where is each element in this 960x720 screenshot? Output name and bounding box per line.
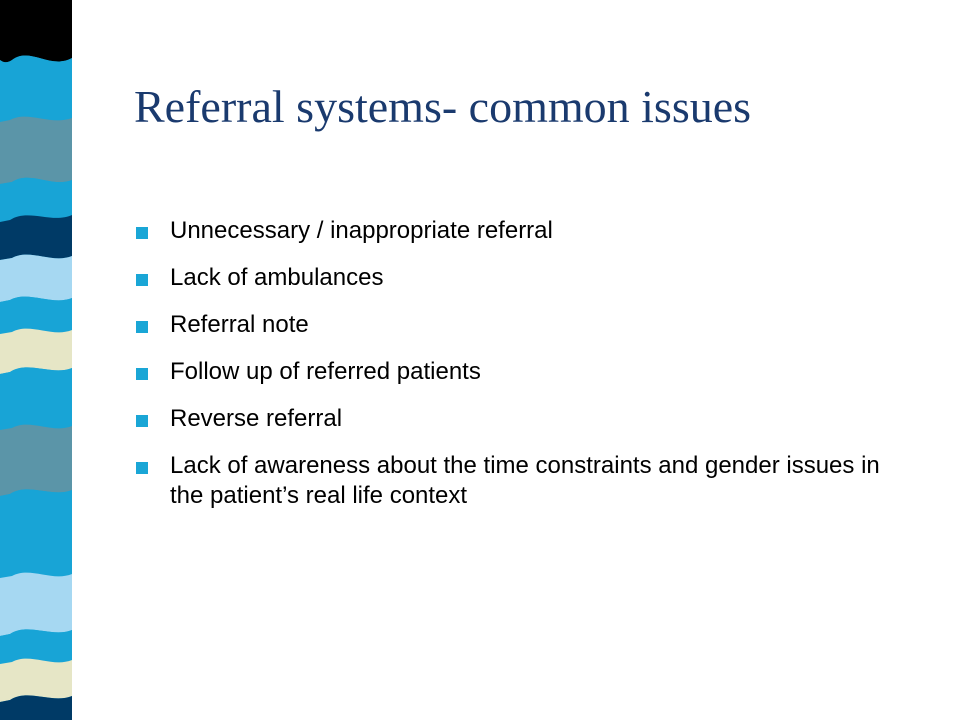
band-stripe-light-blue <box>0 573 72 636</box>
band-stripe-cream <box>0 659 72 702</box>
band-stripe-cyan <box>0 55 72 122</box>
bullet-text: Referral note <box>170 311 309 338</box>
slide-title: Referral systems- common issues <box>134 81 752 132</box>
bullet-item <box>134 357 894 387</box>
square-bullet-icon <box>136 368 148 380</box>
bullet-item <box>134 451 894 511</box>
bullet-item <box>134 216 894 246</box>
band-stripe-cyan <box>0 297 72 334</box>
bullet-item <box>134 263 894 293</box>
band-stripe-teal <box>0 425 72 496</box>
band-stripe-cream <box>0 329 72 374</box>
band-stripe-black <box>0 0 72 62</box>
bullet-item <box>134 404 894 434</box>
bullet-text: Reverse referral <box>170 405 343 432</box>
band-stripe-cyan <box>0 178 72 222</box>
band-stripe-light-blue <box>0 255 72 302</box>
bullet-item <box>134 310 894 340</box>
bullet-text: Follow up of referred patients <box>170 358 481 385</box>
band-stripe-cyan <box>0 367 72 430</box>
bullet-list <box>134 216 894 528</box>
square-bullet-icon <box>136 462 148 474</box>
band-stripe-cyan <box>0 489 72 578</box>
square-bullet-icon <box>136 227 148 239</box>
square-bullet-icon <box>136 321 148 333</box>
square-bullet-icon <box>136 415 148 427</box>
bullet-text: Unnecessary / inappropriate referral <box>170 217 553 244</box>
bullet-text: Lack of ambulances <box>170 264 384 291</box>
band-stripe-navy <box>0 215 72 260</box>
band-stripe-teal <box>0 117 72 184</box>
bullet-text: Lack of awareness about the time constraints and gender issues in the patient’s real life context <box>170 452 880 509</box>
square-bullet-icon <box>136 274 148 286</box>
decorative-side-band <box>0 0 72 720</box>
band-stripe-cyan <box>0 629 72 664</box>
